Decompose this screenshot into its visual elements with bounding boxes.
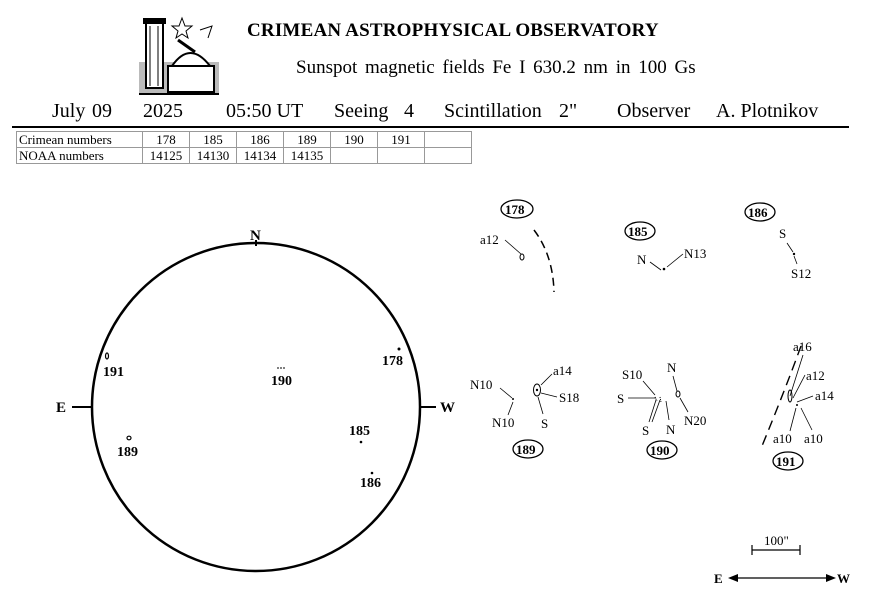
arrow-west-label: W <box>837 571 850 586</box>
noaa-number-cell <box>378 148 425 164</box>
observer-name: A. Plotnikov <box>716 100 819 122</box>
crimean-numbers-row <box>17 132 472 148</box>
noaa-number-cell: 14130 <box>190 148 237 164</box>
noaa-number-cell: 14125 <box>143 148 190 164</box>
detail-191-label-a10-left: a10 <box>773 431 792 446</box>
seeing-label: Seeing <box>334 100 389 122</box>
detail-190-id: 190 <box>650 443 670 458</box>
detail-190-label-n-top: N <box>667 360 677 375</box>
detail-189-label-s: S <box>541 416 549 431</box>
detail-190-label-s-bottom: S <box>642 423 650 438</box>
noaa-number-cell <box>425 148 472 164</box>
detail-191-label-a12: a12 <box>806 368 825 383</box>
detail-185-id: 185 <box>628 224 648 239</box>
detail-185-label-n: N <box>637 252 647 267</box>
scale-bar-label: 100" <box>764 533 789 548</box>
crimean-number-cell: 190 <box>331 132 378 148</box>
detail-191-label-a14: a14 <box>815 388 834 403</box>
disk-region-178: 178 <box>382 354 403 369</box>
crimean-number-cell: 186 <box>237 132 284 148</box>
crimean-number-cell <box>425 132 472 148</box>
detail-189-label-n10a: N10 <box>470 377 493 392</box>
detail-191-label-a16: a16 <box>793 339 812 354</box>
solar-disk <box>72 240 436 571</box>
noaa-number-cell: 14135 <box>284 148 331 164</box>
detail-190-label-s-left: S <box>617 391 625 406</box>
detail-189-id: 189 <box>516 442 536 457</box>
detail-190-label-n-bottom: N <box>666 422 676 437</box>
detail-189 <box>470 363 579 458</box>
east-west-arrow <box>728 574 836 582</box>
observatory-title: CRIMEAN ASTROPHYSICAL OBSERVATORY <box>247 20 659 41</box>
crimean-number-cell: 191 <box>378 132 425 148</box>
disk-region-189: 189 <box>117 445 138 460</box>
scintillation-value: 2" <box>559 100 578 122</box>
detail-178-label-a12: a12 <box>480 232 499 247</box>
obs-month: July <box>52 100 86 122</box>
disk-spots <box>106 348 401 474</box>
noaa-numbers-row <box>17 148 472 164</box>
obs-time: 05:50 UT <box>226 100 304 122</box>
detail-186-label-s12: S12 <box>791 266 812 281</box>
disk-region-190: 190 <box>271 374 292 389</box>
noaa-number-cell <box>331 148 378 164</box>
detail-190-label-n20: N20 <box>684 413 707 428</box>
crimean-numbers-label: Crimean numbers <box>17 132 143 148</box>
crimean-number-cell: 178 <box>143 132 190 148</box>
disk-east-label: E <box>56 400 67 416</box>
disk-north-label: N <box>250 228 261 244</box>
noaa-numbers-label: NOAA numbers <box>17 148 143 164</box>
detail-186-label-s: S <box>779 226 787 241</box>
arrow-east-label: E <box>714 571 723 586</box>
detail-189-label-s18: S18 <box>559 390 580 405</box>
disk-region-191: 191 <box>103 365 124 380</box>
detail-178-id: 178 <box>505 202 525 217</box>
detail-191-id: 191 <box>776 454 796 469</box>
observatory-logo <box>139 18 219 94</box>
detail-191 <box>762 339 834 470</box>
detail-185-label-n13: N13 <box>684 246 707 261</box>
detail-190-label-s10: S10 <box>622 367 643 382</box>
observer-label: Observer <box>617 100 691 122</box>
detail-189-label-a14: a14 <box>553 363 572 378</box>
header-divider <box>12 126 849 128</box>
detail-189-label-n10b: N10 <box>492 415 515 430</box>
obs-year: 2025 <box>143 100 183 122</box>
subtitle: Sunspot magnetic fields Fe I 630.2 nm in 100 Gs <box>296 57 696 78</box>
detail-186-id: 186 <box>748 205 768 220</box>
detail-191-label-a10-right: a10 <box>804 431 823 446</box>
scintillation-label: Scintillation <box>444 100 542 122</box>
region-numbers-table <box>16 131 472 164</box>
disk-west-label: W <box>440 400 455 416</box>
detail-185 <box>625 222 706 270</box>
crimean-number-cell: 189 <box>284 132 331 148</box>
seeing-value: 4 <box>404 100 414 122</box>
detail-190 <box>617 360 706 459</box>
detail-178 <box>480 200 554 292</box>
detail-186 <box>745 203 811 281</box>
disk-region-185: 185 <box>349 424 370 439</box>
noaa-number-cell: 14134 <box>237 148 284 164</box>
obs-day: 09 <box>92 100 112 122</box>
crimean-number-cell: 185 <box>190 132 237 148</box>
disk-region-186: 186 <box>360 476 381 491</box>
